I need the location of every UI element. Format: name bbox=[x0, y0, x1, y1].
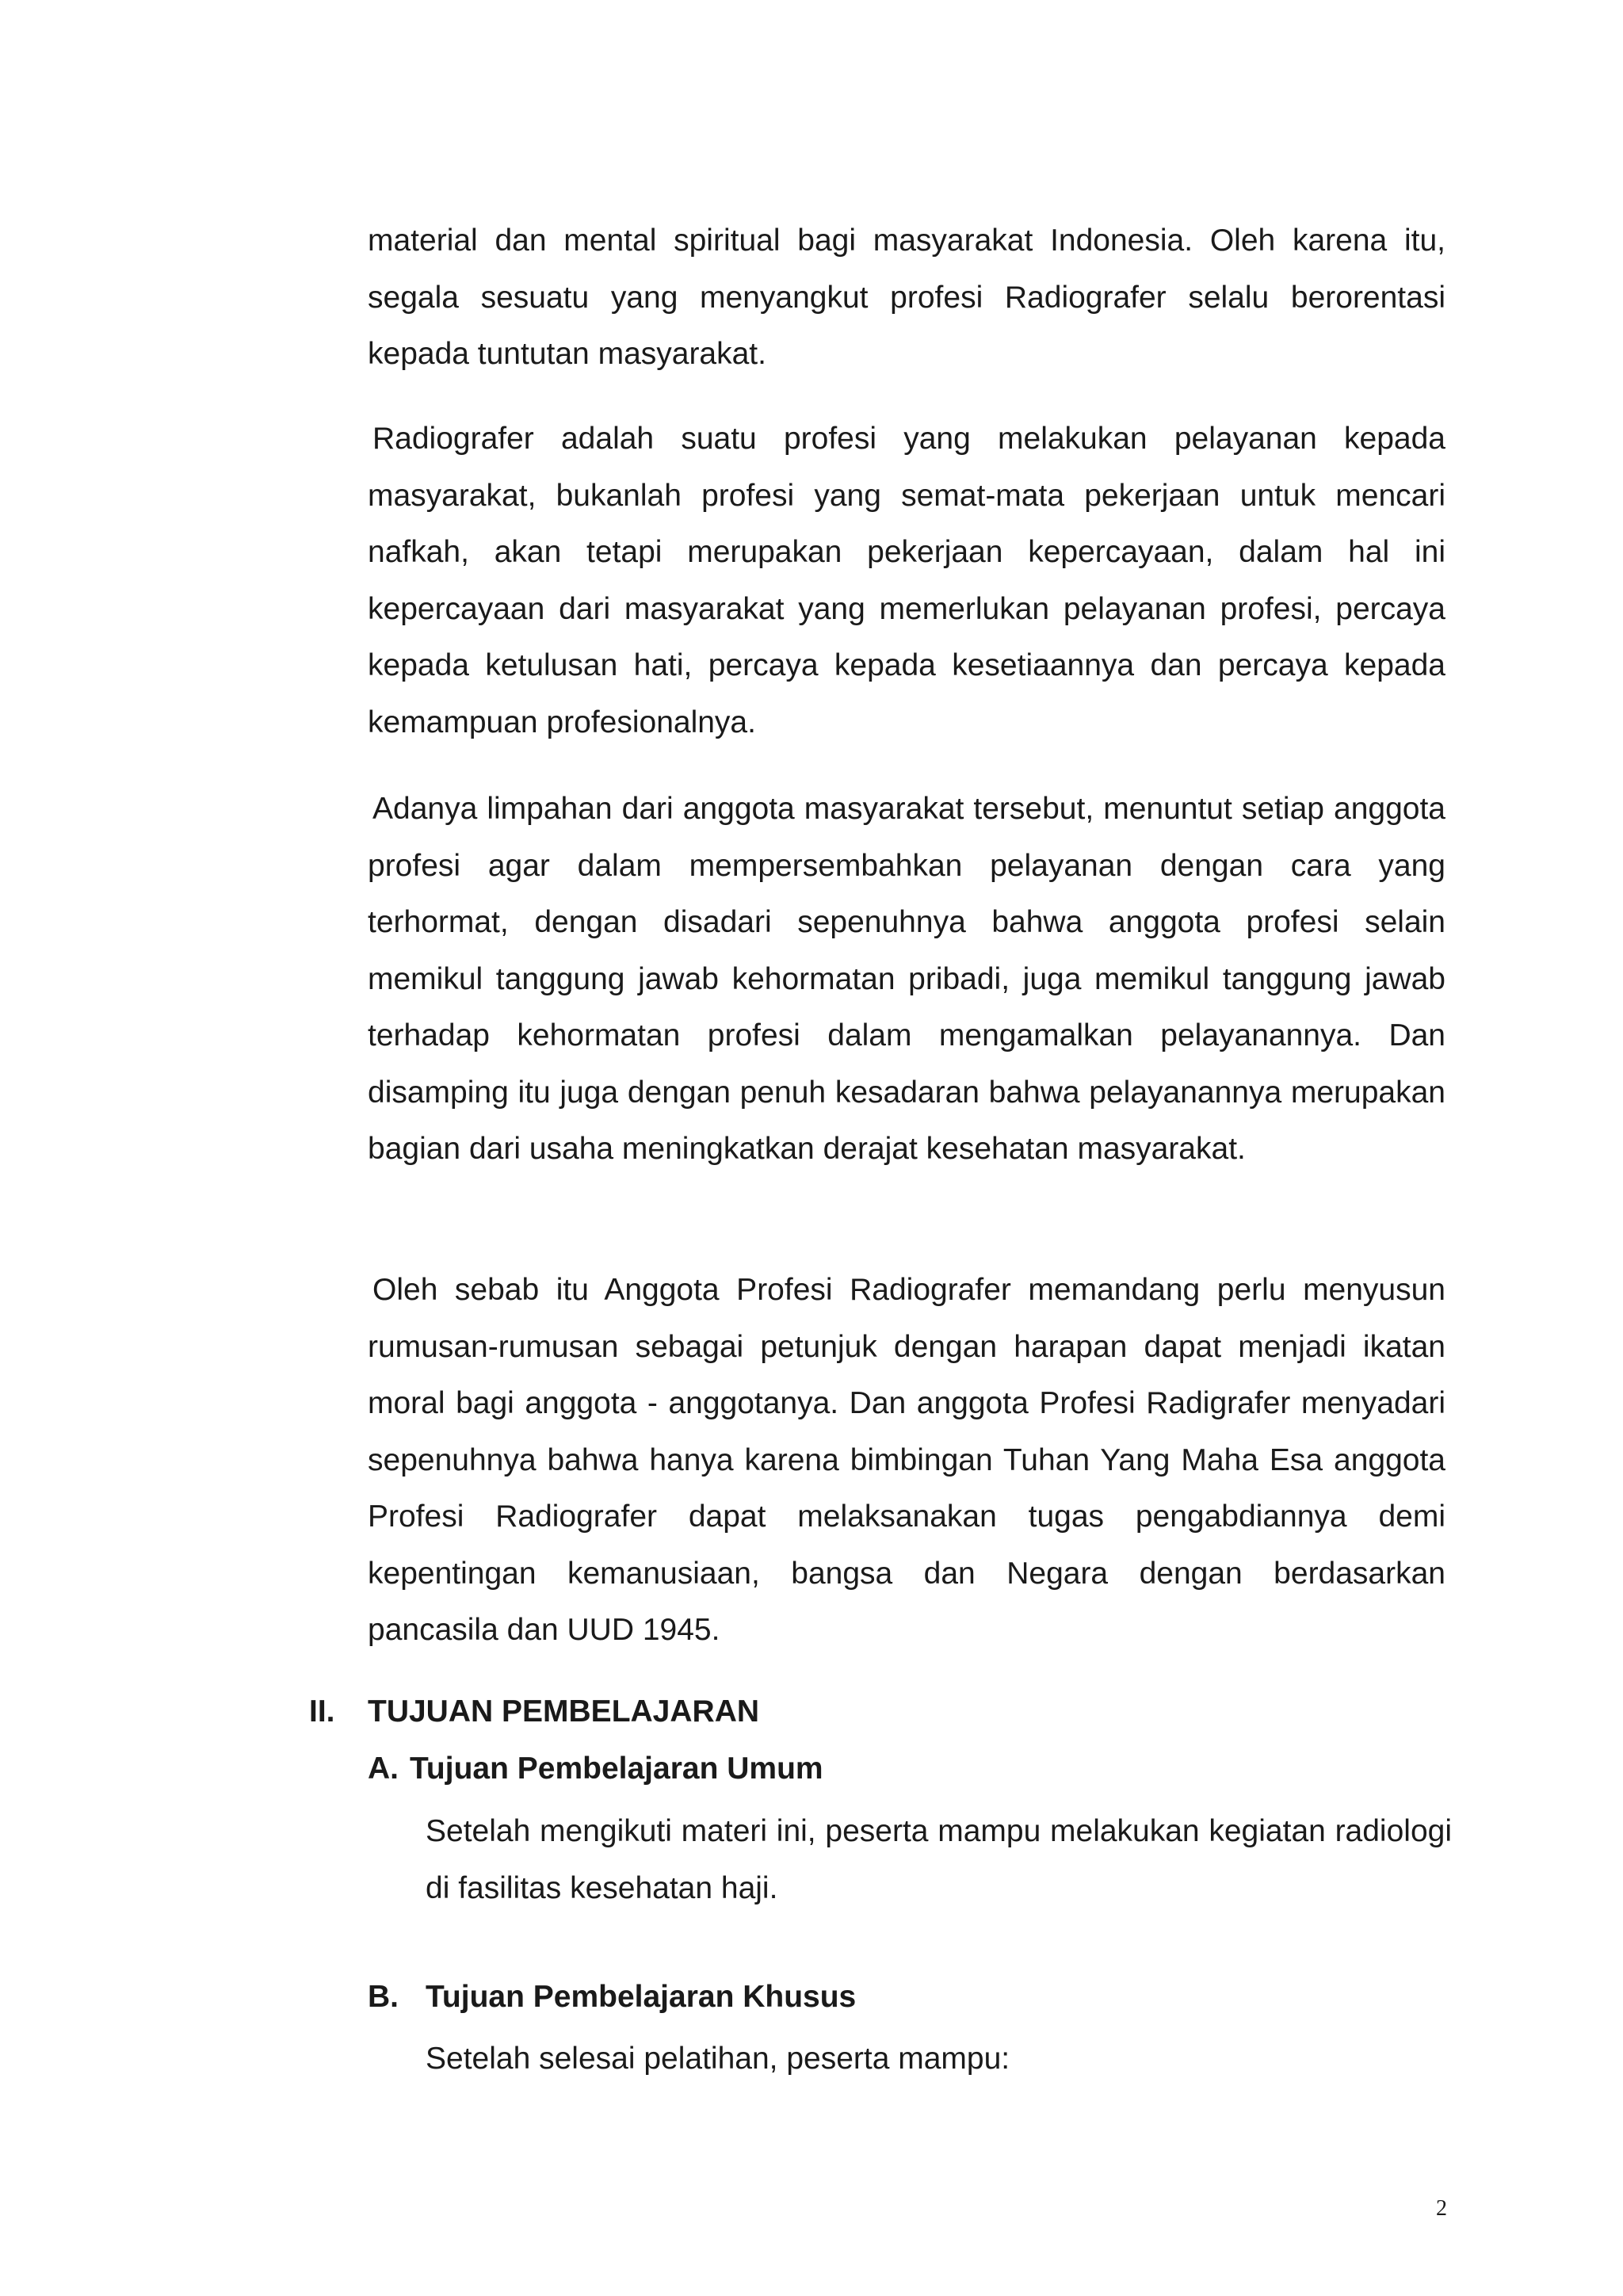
subsection-b-title: Tujuan Pembelajaran Khusus bbox=[426, 1980, 857, 2014]
section-title: TUJUAN PEMBELAJARAN bbox=[368, 1694, 760, 1729]
section-number: II. bbox=[309, 1694, 335, 1729]
body-paragraph-1: material dan mental spiritual bagi masyarakat Indonesia. Oleh karena itu, segala sesuatu yang menyangkut profesi Radiografer selalu berorentasi kepada tuntutan masyarakat. bbox=[368, 223, 1445, 371]
body-paragraph-3: Adanya limpahan dari anggota masyarakat tersebut, menuntut setiap anggota profesi agar dalam mempersembahkan pelayanan dengan cara yang terhormat, dengan disadari sepenuhnya bahwa anggota profesi selain memikul tanggung jawab kehormatan pribadi, juga memikul tanggung jawab terhadap kehormatan profesi dalam mengamalkan pelayanannya. Dan disamping itu juga dengan penuh kesadaran bahwa pelayanannya merupakan bagian dari usaha meningkatkan derajat kesehatan masyarakat. bbox=[368, 792, 1445, 1166]
subsection-b-text: Setelah selesai pelatihan, peserta mampu: bbox=[426, 2042, 1010, 2076]
subsection-b-letter: B. bbox=[368, 1980, 399, 2014]
body-paragraph-4: Oleh sebab itu Anggota Profesi Radiografer memandang perlu menyusun rumusan-rumusan sebagai petunjuk dengan harapan dapat menjadi ikatan moral bagi anggota - anggotanya. Dan anggota Profesi Radigrafer menyadari sepenuhnya bahwa hanya karena bimbingan Tuhan Yang Maha Esa anggota Profesi Radiografer dapat melaksanakan tugas pengabdiannya demi kepentingan kemanusiaan, bangsa dan Negara dengan berdasarkan pancasila dan UUD 1945. bbox=[368, 1273, 1445, 1647]
body-paragraph-2: Radiografer adalah suatu profesi yang melakukan pelayanan kepada masyarakat, bukanlah profesi yang semat-mata pekerjaan untuk mencari nafkah, akan tetapi merupakan pekerjaan kepercayaan, dalam hal ini kepercayaan dari masyarakat yang memerlukan pelayanan profesi, percaya kepada ketulusan hati, percaya kepada kesetiaannya dan percaya kepada kemampuan profesionalnya. bbox=[368, 422, 1445, 739]
page-number: 2 bbox=[1436, 2196, 1447, 2221]
subsection-a-title: Tujuan Pembelajaran Umum bbox=[410, 1752, 823, 1786]
subsection-a-letter: A. bbox=[368, 1752, 399, 1786]
subsection-a-text: Setelah mengikuti materi ini, peserta mampu melakukan kegiatan radiologi di fasilitas kesehatan haji. bbox=[426, 1814, 1452, 1905]
